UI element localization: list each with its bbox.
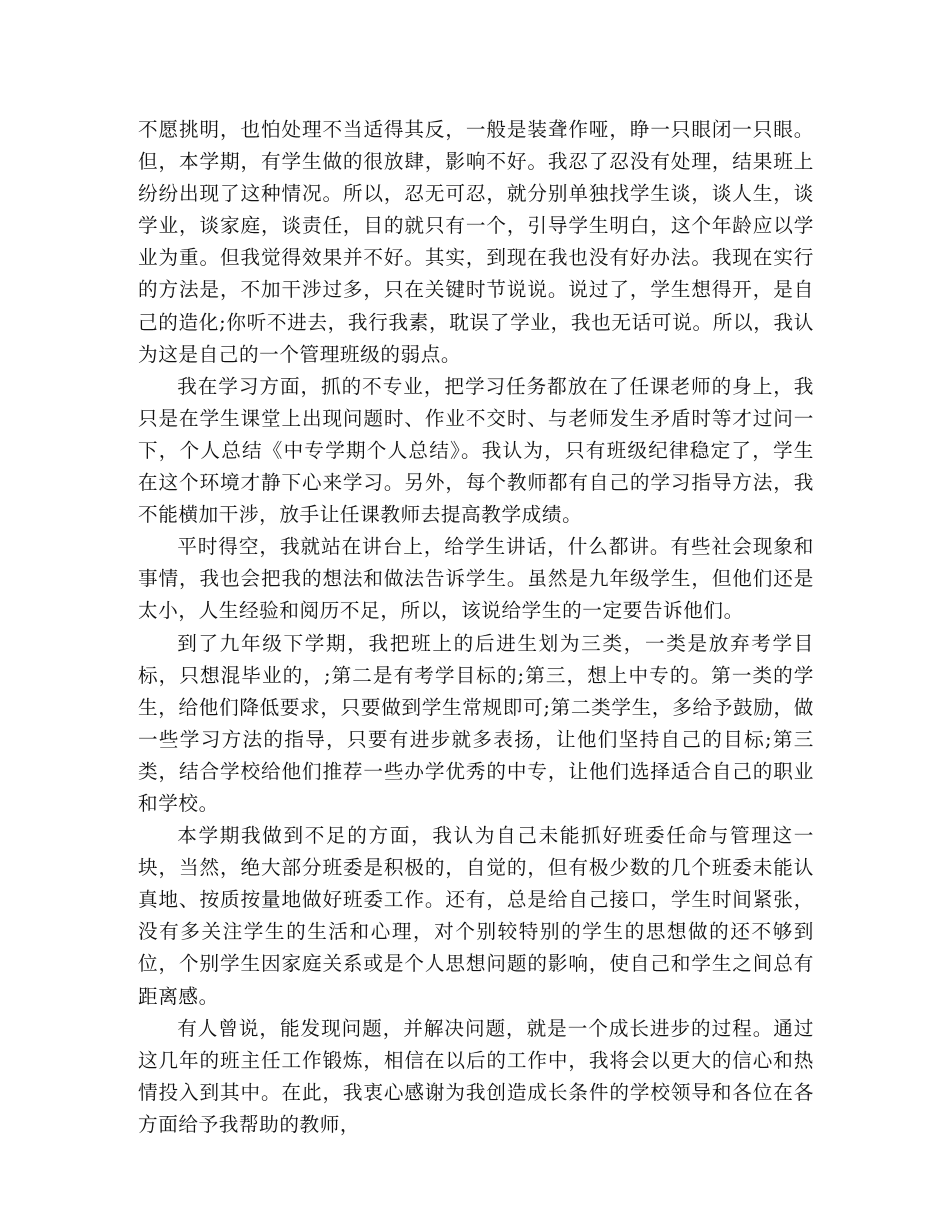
paragraph-6: 有人曾说，能发现问题，并解决问题，就是一个成长进步的过程。通过这几年的班主任工作锻炼，相信在以后的工作中，我将会以更大的信心和热情投入到其中。在此，我衷心感谢为我创造成长条件的学校领导和各位在各方面给予我帮助的教师， [138,1016,814,1136]
paragraph-4: 到了九年级下学期，我把班上的后进生划为三类，一类是放弃考学目标，只想混毕业的，;第二是有考学目标的;第三，想上中专的。第一类的学生，给他们降低要求，只要做到学生常规即可;第二类学生，多给予鼓励，做一些学习方法的指导，只要有进步就多表扬，让他们坚持自己的目标;第三类，结合学校给他们推荐一些办学优秀的中专，让他们选择适合自己的职业和学校。 [138,631,814,815]
paragraph-1: 不愿挑明，也怕处理不当适得其反，一般是装聋作哑，睁一只眼闭一只眼。但，本学期，有学生做的很放肆，影响不好。我忍了忍没有处理，结果班上纷纷出现了这种情况。所以，忍无可忍，就分别单独找学生谈，谈人生，谈学业，谈家庭，谈责任，目的就只有一个，引导学生明白，这个年龄应以学业为重。但我觉得效果并不好。其实，到现在我也没有好办法。我现在实行的方法是，不加干涉过多，只在关键时节说说。说过了，学生想得开，是自己的造化;你听不进去，我行我素，耽误了学业，我也无话可说。所以，我认为这是自己的一个管理班级的弱点。 [138,118,814,366]
paragraph-3: 平时得空，我就站在讲台上，给学生讲话，什么都讲。有些社会现象和事情，我也会把我的想法和做法告诉学生。虽然是九年级学生，但他们还是太小，人生经验和阅历不足，所以，该说给学生的一定要告诉他们。 [138,535,814,623]
document-body [138,114,814,1141]
paragraph-5: 本学期我做到不足的方面，我认为自己未能抓好班委任命与管理这一块，当然，绝大部分班委是积极的，自觉的，但有极少数的几个班委未能认真地、按质按量地做好班委工作。还有，总是给自己接口，学生时间紧张，没有多关注学生的生活和心理，对个别较特别的学生的思想做的还不够到位，个别学生因家庭关系或是个人思想问题的影响，使自己和学生之间总有距离感。 [138,824,814,1008]
paragraph-2: 我在学习方面，抓的不专业，把学习任务都放在了任课老师的身上，我只是在学生课堂上出现问题时、作业不交时、与老师发生矛盾时等才过问一下，个人总结《中专学期个人总结》。我认为，只有班级纪律稳定了，学生在这个环境才静下心来学习。另外，每个教师都有自己的学习指导方法，我不能横加干涉，放手让任课教师去提高教学成绩。 [138,374,814,527]
